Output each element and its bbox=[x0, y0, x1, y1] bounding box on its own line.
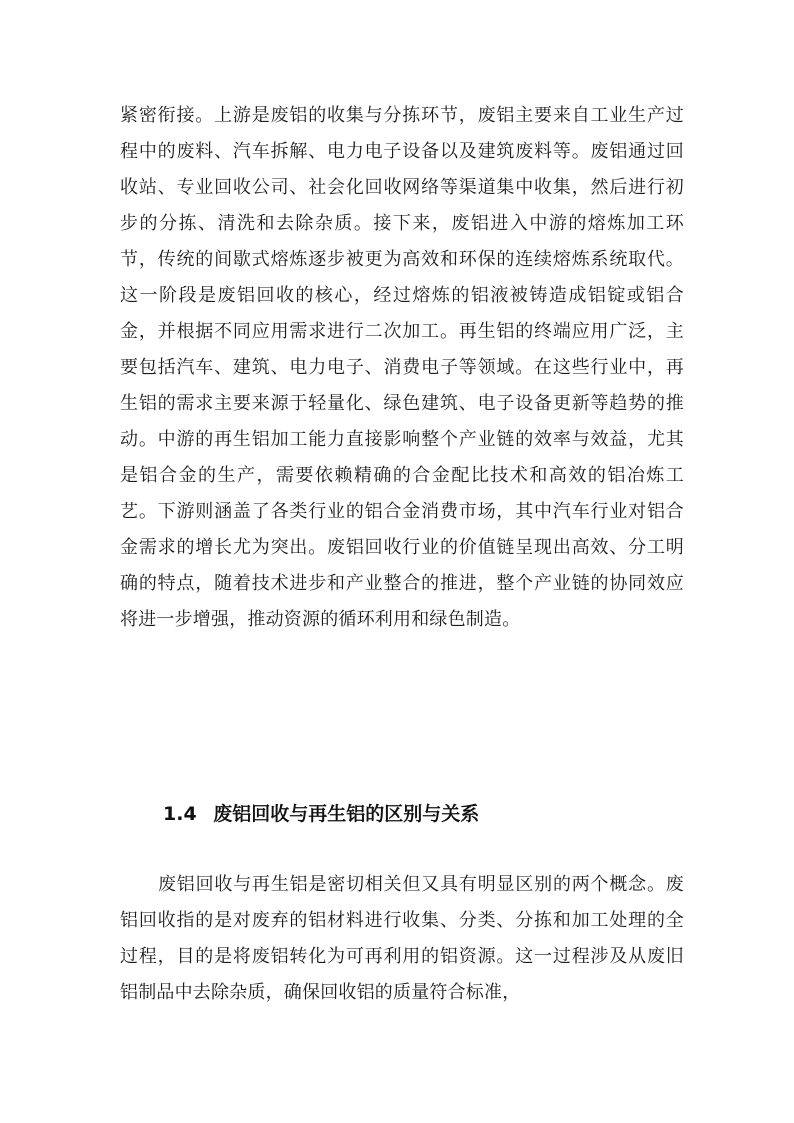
section-title: 废铝回收与再生铝的区别与关系 bbox=[213, 803, 480, 825]
body-paragraph-supply-chain: 紧密衔接。上游是废铝的收集与分拣环节，废铝主要来自工业生产过程中的废料、汽车拆解、电力电子设备以及建筑废料等。废铝通过回收站、专业回收公司、社会化回收网络等渠道集中收集，然后进行初步的分拣、清洗和去除杂质。接下来，废铝进入中游的熔炼加工环节，传统的间歇式熔炼逐步被更为高效和环保的连续熔炼系统取代。这一阶段是废铝回收的核心，经过熔炼的铝液被铸造成铝锭或铝合金，并根据不同应用需求进行二次加工。再生铝的终端应用广泛，主要包括汽车、建筑、电力电子、消费电子等领域。在这些行业中，再生铝的需求主要来源于轻量化、绿色建筑、电子设备更新等趋势的推动。中游的再生铝加工能力直接影响整个产业链的效率与效益，尤其是铝合金的生产，需要依赖精确的合金配比技术和高效的铝冶炼工艺。下游则涵盖了各类行业的铝合金消费市场，其中汽车行业对铝合金需求的增长尤为突出。废铝回收行业的价值链呈现出高效、分工明确的特点，随着技术进步和产业整合的推进，整个产业链的协同效应将进一步增强，推动资源的循环利用和绿色制造。 bbox=[120, 105, 684, 630]
section-number: 1.4 bbox=[163, 803, 197, 825]
body-paragraph-distinction: 废铝回收与再生铝是密切相关但又具有明显区别的两个概念。废铝回收指的是对废弃的铝材料进行收集、分类、分拣和加工处理的全过程，目的是将废铝转化为可再利用的铝资源。这一过程涉及从废旧铝制品中去除杂质，确保回收铝的质量符合标准， bbox=[120, 874, 684, 1003]
section-heading bbox=[163, 796, 479, 832]
